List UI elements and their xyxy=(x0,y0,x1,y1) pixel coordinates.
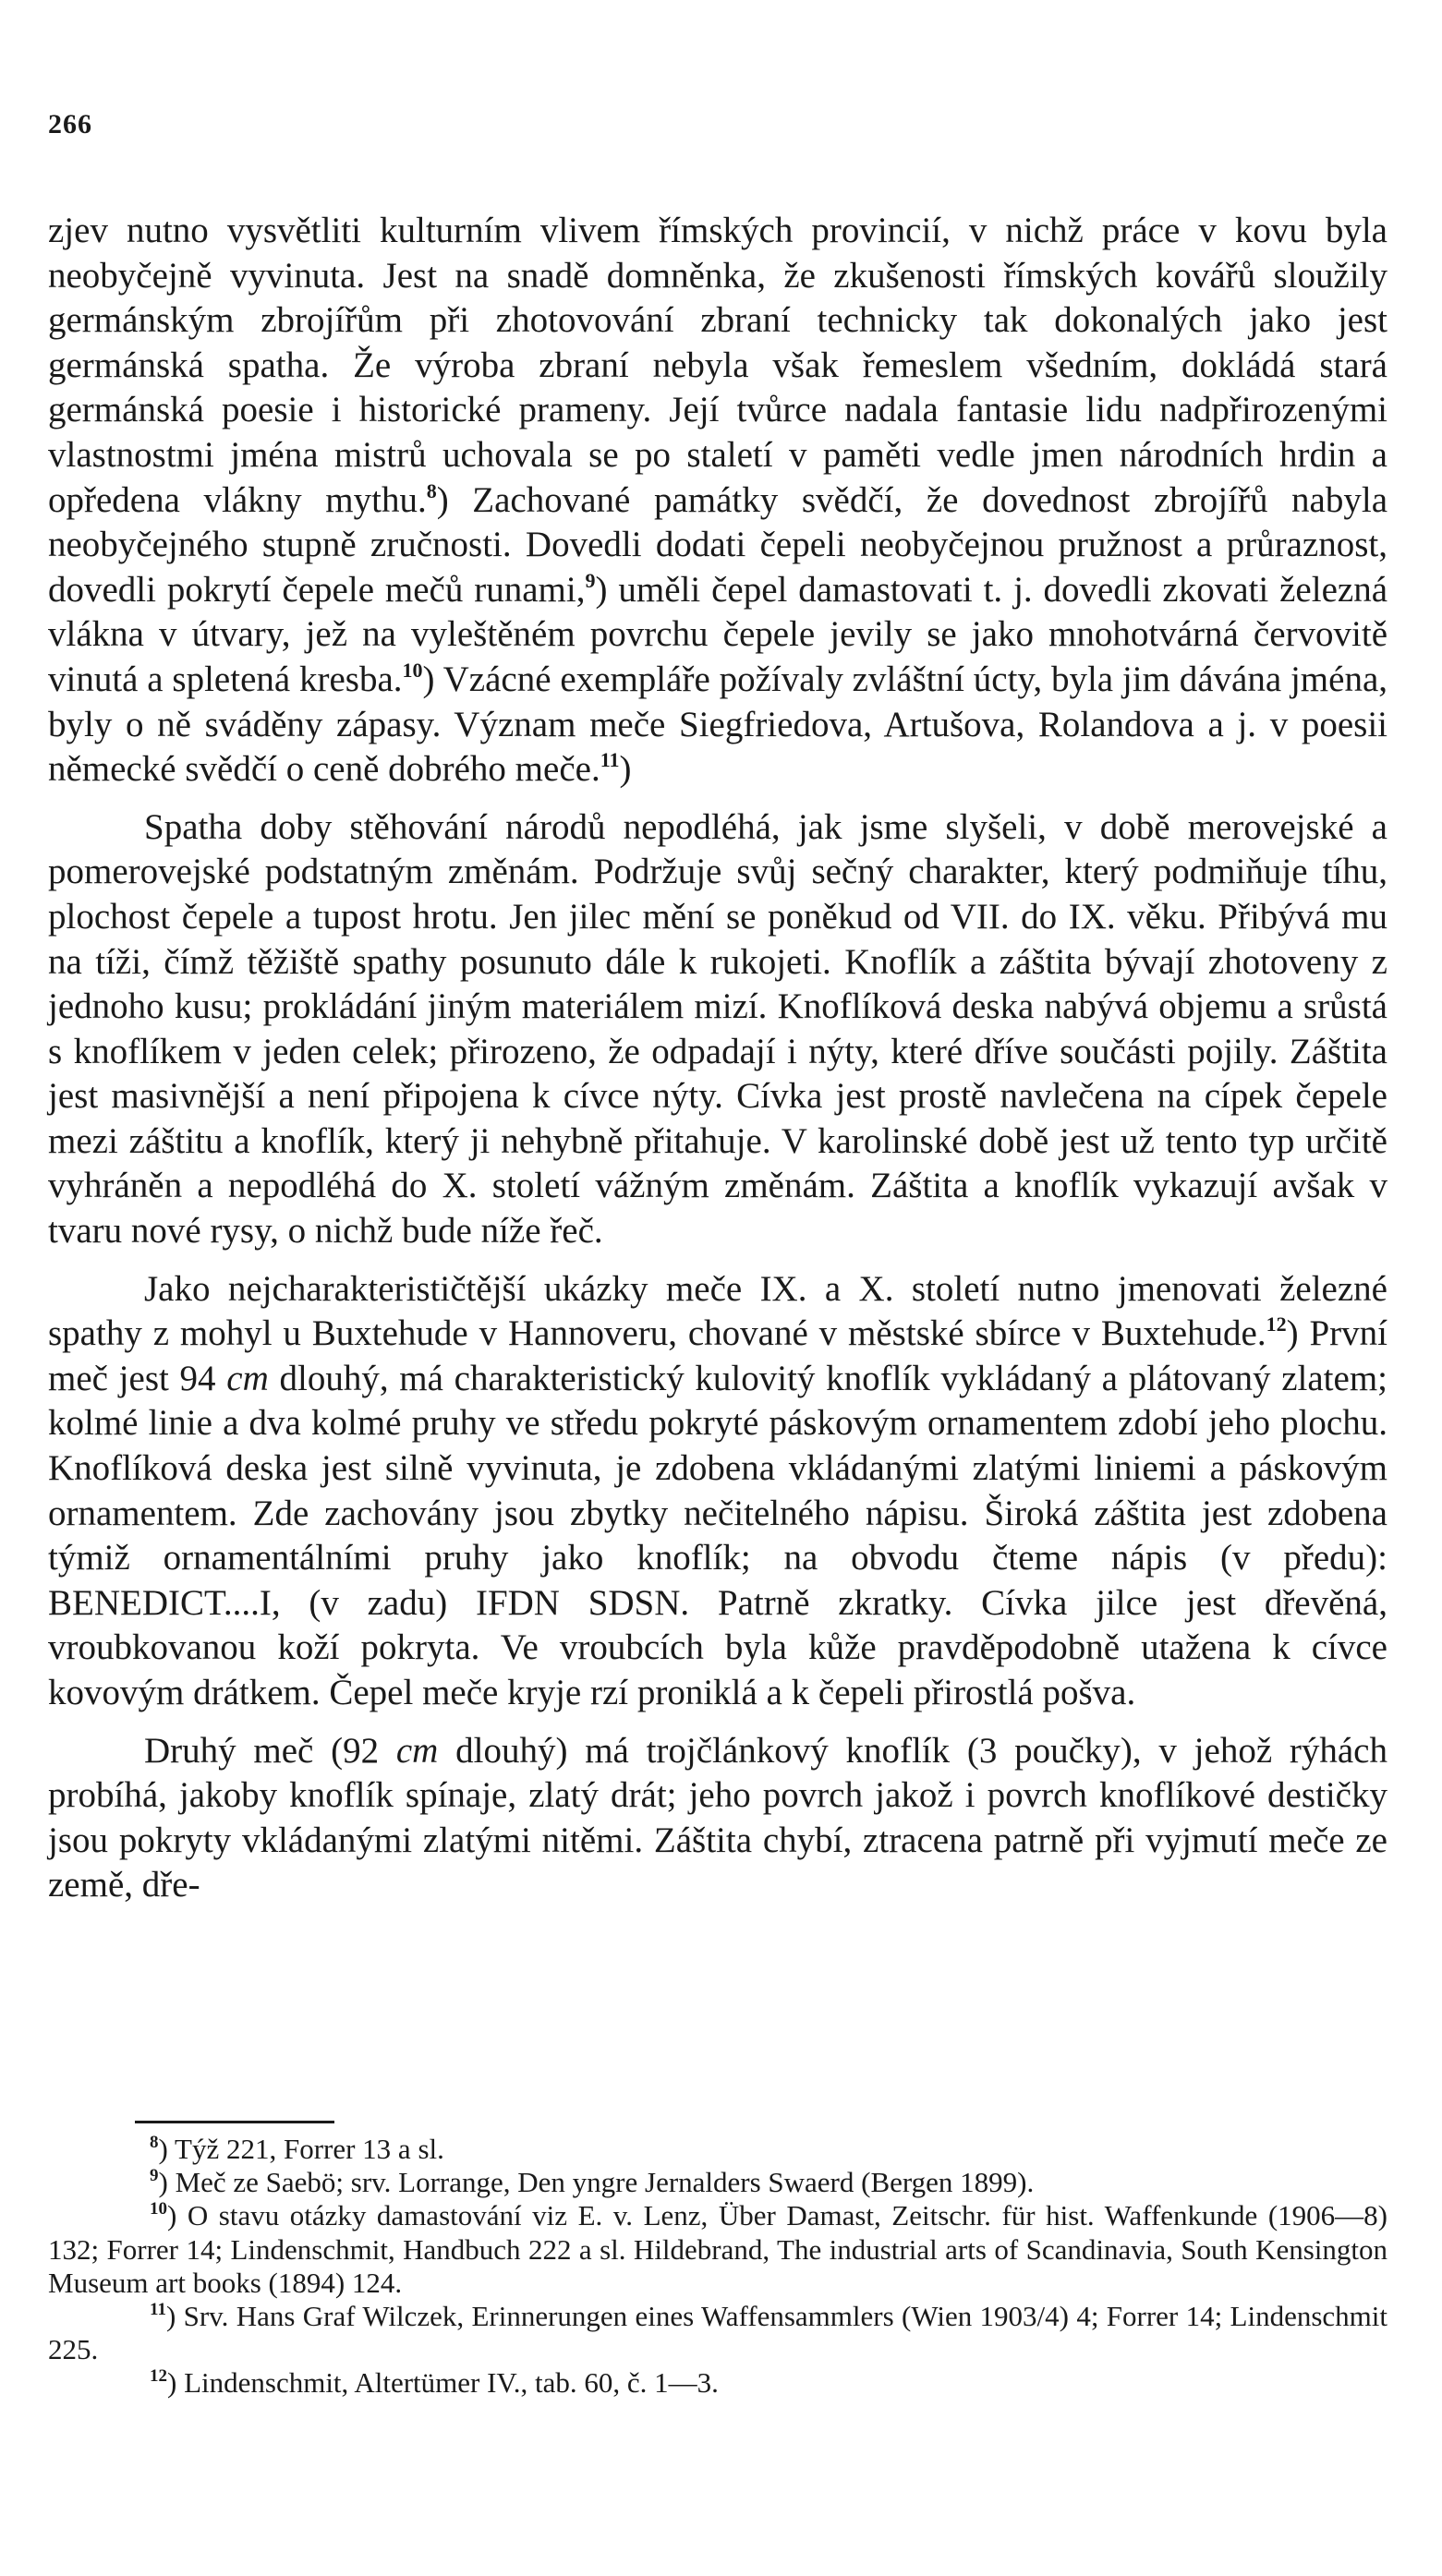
footnote-8 xyxy=(48,2133,1387,2166)
footnote-ref-10: 10 xyxy=(402,658,423,682)
paragraph-text: ) uměli čepel damastovati t. j. dovedli zkovati železná vlákna v útvary, jež na vyleštěném povrchu čepele jevily se jako mnohotvárná červovitě vinutá a spletená kresba. xyxy=(48,569,1387,699)
paragraph-text: ) Zachované památky svědčí, že dovednost zbrojířů nabyla neobyčejného stupně zručnosti. Dovedli dodati čepeli neobyčejnou pružnost a průraznost, dovedli pokrytí čepele mečů runami, xyxy=(48,479,1388,610)
footnote-text: ) Meč ze Saebö; srv. Lorrange, Den yngre Jernalders Swaerd (Bergen 1899). xyxy=(158,2166,1035,2199)
footnote-text: ) Srv. Hans Graf Wilczek, Erinnerungen eines Waffensammlers (Wien 1903/4) 4; Forrer 14; Lindenschmit 225. xyxy=(48,2300,1387,2366)
paragraph-text: Jako nejcharakterističtější ukázky meče IX. a X. století nutno jmenovati železné spathy z mohyl u Buxtehude v Hannoveru, chované v městské sbírce v Buxtehude. xyxy=(48,1268,1387,1354)
unit-cm: cm xyxy=(226,1358,269,1398)
footnote-text: ) Lindenschmit, Altertümer IV., tab. 60, č. 1—3. xyxy=(167,2366,719,2400)
footnote-ref-12: 12 xyxy=(1266,1312,1287,1336)
footnotes xyxy=(48,2133,1387,2401)
footnote-number: 8 xyxy=(150,2133,159,2152)
footnote-ref-11: 11 xyxy=(600,748,620,772)
paragraph-4 xyxy=(48,1729,1387,1908)
footnote-ref-8: 8 xyxy=(426,478,437,502)
paragraph-text: ) xyxy=(619,749,632,790)
unit-cm: cm xyxy=(395,1730,439,1771)
page-number: 266 xyxy=(48,109,92,139)
paragraph-3 xyxy=(48,1267,1387,1716)
footnote-ref-9: 9 xyxy=(585,568,596,592)
paragraph-1 xyxy=(48,209,1387,792)
paragraph-2 xyxy=(48,805,1387,1254)
paragraph-text: Druhý meč (92 xyxy=(144,1730,396,1771)
paragraph-text: ) První meč jest 94 xyxy=(48,1313,1387,1398)
footnote-11 xyxy=(48,2300,1387,2366)
footnote-number: 11 xyxy=(150,2300,166,2320)
footnote-divider xyxy=(135,2121,334,2123)
footnote-10 xyxy=(48,2199,1387,2300)
paragraph-text: dlouhý, má charakteristický kulovitý knoflík vykládaný a plátovaný zlatem; kolmé linie a dva kolmé pruhy ve středu pokryté páskovým ornamentem zdobí jeho plochu. Knoflíková deska jest silně vyvinuta, je zdobena vkládanými zlatými liniemi a páskovým ornamentem. Zde zachovány jsou zbytky nečitelného nápisu. Široká záštita jest zdobena týmiž ornamentálními pruhy jako knoflík; na obvodu čteme nápis (v předu): BENEDICT....I, (v zadu) IFDN SDSN. Patrně zkratky. Cívka jilce jest dřevěná, vroubkovanou koží pokryta. Ve vroubcích byla kůže pravděpodobně utažena k cívce kovovým drátkem. Čepel meče kryje rzí proniklá a k čepeli přirostlá pošva. xyxy=(48,1358,1387,1712)
footnote-number: 12 xyxy=(150,2366,167,2387)
footnote-number: 10 xyxy=(150,2199,167,2219)
main-text xyxy=(48,209,1387,1908)
paragraph-text: ) Vzácné exempláře požívaly zvláštní úcty, byla jim dávána jména, byly o ně sváděny zápasy. Význam meče Siegfriedova, Artušova, Rolandova a j. v poesii německé svědčí o ceně dobrého meče. xyxy=(48,659,1388,790)
paragraph-text: zjev nutno vysvětliti kulturním vlivem římských provincií, v nichž práce v kovu byla neobyčejně vyvinuta. Jest na snadě domněnka, že zkušenosti římských kovářů sloužily germánským zbrojířům při zhotovování zbraní technicky tak dokonalých jako jest germánská spatha. Že výroba zbraní nebyla však řemeslem všedním, dokládá stará germánská poesie i historické prameny. Její tvůrce nadala fantasie lidu nadpřirozenými vlastnostmi jména mistrů uchovala se po staletí v paměti vedle jmen národních hrdin a opředena vlákny mythu. xyxy=(48,211,1387,520)
footnote-text: ) Týž 221, Forrer 13 a sl. xyxy=(158,2133,444,2165)
paragraph-text: dlouhý) má trojčlánkový knoflík (3 poučky), v jehož rýhách probíhá, jakoby knoflík spínaje, zlatý drát; jeho povrch jakož i povrch knoflíkové destičky jsou pokryty vkládanými zlatými nitěmi. Záštita chybí, ztracena patrně při vyjmutí meče ze země, dře- xyxy=(48,1730,1387,1905)
paragraph-text: Spatha doby stěhování národů nepodléhá, jak jsme slyšeli, v době merovejské a pomerovejské podstatným změnám. Podržuje svůj sečný charakter, který podmiňuje tíhu, plochost čepele a tupost hrotu. Jen jilec mění se poněkud od VII. do IX. věku. Přibývá mu na tíži, čímž těžiště spathy posunuto dále k rukojeti. Knoflík a záštita bývají zhotoveny z jednoho kusu; prokládání jiným materiálem mizí. Knoflíková deska nabývá objemu a srůstá s knoflíkem v jeden celek; přirozeno, že odpadají i nýty, které dříve součásti pojily. Záštita jest masivnější a není připojena k cívce nýty. Cívka jest prostě navlečena na cípek čepele mezi záštitu a knoflík, který ji nehybně přitahuje. V karolinské době jest už tento typ určitě vyhráněn a nepodléhá do X. století vážným změnám. Záštita a knoflík vykazují avšak v tvaru nové rysy, o nichž bude níže řeč. xyxy=(48,806,1387,1252)
footnote-12 xyxy=(48,2366,1387,2400)
footnote-text: ) O stavu otázky damastování viz E. v. Lenz, Über Damast, Zeitschr. für hist. Waffenkunde (1906—8) 132; Forrer 14; Lindenschmit, Handbuch 222 a sl. Hildebrand, The industrial arts of Scandinavia, South Kensington Museum art books (1894) 124. xyxy=(48,2199,1387,2299)
footnote-9 xyxy=(48,2166,1387,2199)
footnote-number: 9 xyxy=(150,2166,159,2186)
